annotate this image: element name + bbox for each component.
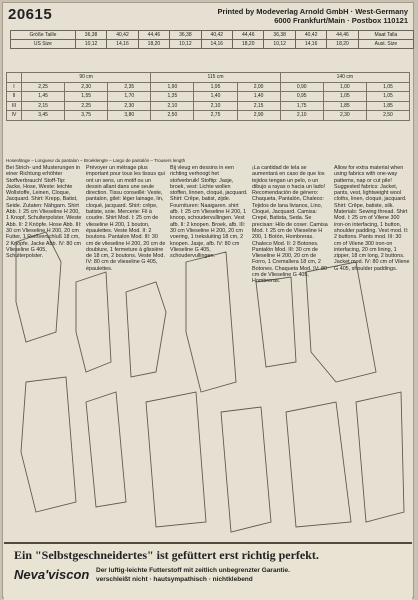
size-cell: 14,16 (295, 40, 326, 49)
fabric-cell: 1,05 (366, 82, 409, 92)
fabric-cell: II (7, 92, 22, 102)
size-cell: Maat Talla (358, 31, 413, 40)
fabric-cell: 1,85 (366, 101, 409, 111)
size-cell: 44,46 (233, 31, 264, 40)
footer-line-2: Der luftig-leichte Futterstoff mit zeitlich unbegrenzter Garantie. (96, 567, 290, 574)
fabric-cell: 1,55 (65, 92, 108, 102)
size-cell: 10,12 (170, 40, 201, 49)
size-cell: 40,42 (107, 31, 138, 40)
fabric-cell: 2,15 (22, 101, 65, 111)
fabric-cell: 2,25 (22, 82, 65, 92)
size-cell: 40,42 (201, 31, 232, 40)
trousers-length-line: Hosenlänge – Longueur du pantalon – Broeklengte – Largo de pantalón – Trousers length (6, 158, 186, 163)
publisher-line-1: Printed by Modeverlag Arnold GmbH · West-Germany (217, 7, 408, 16)
fabric-row (7, 101, 410, 111)
fabric-cell: 2,10 (151, 101, 194, 111)
publisher-line-2: 6000 Frankfurt/Main · Postbox 110121 (274, 16, 408, 25)
fabric-width-cell: 115 cm (151, 73, 280, 83)
size-cell: 18,20 (327, 40, 358, 49)
fabric-cell: 1,05 (323, 92, 366, 102)
fabric-cell: 1,95 (194, 82, 237, 92)
fabric-cell: 2,30 (323, 111, 366, 121)
fabric-cell: 2,15 (237, 101, 280, 111)
fabric-cell: 3,45 (22, 111, 65, 121)
text-column-english: Allow for extra material when using fabrics with one-way patterns, nap or cut pile! Suggested fabrics: Jacket, pants, vest, lightweight wool cloths, linen, cloqué, jacquard. Shirt: Crêpe, batiste, silk. Materials: Sewing thread. Shirt Mod. I: 25 cm of Vilene 300 iron-on interfacing, 1 button, shoulder padding. Vest mod. II: 2 buttons. Pants mod. III: 30 cm of Vilene 300 iron-on interfacing, 20 cm lining, 1 zipper, 18 cm long, 2 buttons. Jacket mod. IV: 80 cm of Vilene G 405, shoulder paddings. (334, 165, 410, 272)
size-cell: Größe Taille (11, 31, 76, 40)
fabric-cell: 1,40 (194, 92, 237, 102)
fabric-width-row (7, 73, 410, 83)
fabric-cell: 2,50 (151, 111, 194, 121)
text-column-dutch: Bij vleug en dessins in een richting verhoogt het stofverbruik! Stoftip: Jasje, broek, vest: Lichte wollen stoffen, linnen, cloqué, jacquard. Shirt: Crêpe, batist, zijde. Fournituren: Naaigaren. shirt afb. I: 25 cm Vlieseline H 200, 1 knoop, schoudervullingen. Vest afb. II: 2 knopen. Broek, afb. III: 30 cm Vlieseline H 200, 20 cm voering, 1 treksluiting 18 cm, 2 knopen. Jasje, afb. IV: 80 cm Vlieseline G 405, schoudervullingen. (170, 165, 248, 260)
fabric-cell: 1,35 (151, 92, 194, 102)
fabric-cell: 2,50 (366, 111, 409, 121)
fabric-cell: 1,45 (22, 92, 65, 102)
fabric-cell: 3,75 (65, 111, 108, 121)
fabric-cell: 1,40 (237, 92, 280, 102)
brand-logo: Neva'viscon (14, 567, 90, 582)
fabric-cell: 1,00 (323, 82, 366, 92)
fabric-cell: 1,90 (151, 82, 194, 92)
fabric-cell: 1,05 (366, 92, 409, 102)
footer-headline: Ein "Selbstgeschneidertes" ist gefüttert erst richtig perfekt. (14, 548, 319, 562)
fabric-cell: 1,75 (280, 101, 323, 111)
fabric-consumption-table (6, 72, 410, 121)
fabric-width-cell: 140 cm (280, 73, 409, 83)
size-cell: 14,16 (201, 40, 232, 49)
fabric-row (7, 82, 410, 92)
size-cell: 18,20 (233, 40, 264, 49)
text-column-german: Bei Strich- und Musterungen in einer Richtung erhöhter Stoffverbrauch! Stoff-Tip: Jacke, Hose, Weste: leichte Wollstoffe, Leinen, Cloque, Jacquard. Shirt: Krepp, Batist, Seide. Zutaten: Nähgarn. Shirt Abb. I: 25 cm Vlieseline H 200, 1 Knopf, Schulterpolster. Weste Abb. II: 2 Knöpfe. Hose Abb. III: 30 cm Vlieseline H 200, 20 cm Futter, 1 Reißverschluß 18 cm, 2 Knöpfe. Jacke Abb. IV: 80 cm Vlieseline G 405, Schulterpolster. (6, 165, 82, 260)
size-row-2 (11, 40, 414, 49)
fabric-cell: IV (7, 111, 22, 121)
size-cell: 10,12 (264, 40, 295, 49)
fabric-cell: 2,10 (194, 101, 237, 111)
size-cell: 44,46 (327, 31, 358, 40)
fabric-cell: 3,80 (108, 111, 151, 121)
footer-line-3: verschleißt nicht · hautsympathisch · nichtklebend (96, 576, 253, 583)
pattern-envelope-back (2, 2, 414, 598)
size-cell: 36,38 (264, 31, 295, 40)
size-cell: Aust. Size (358, 40, 413, 49)
text-column-french: Prévoyer un métrage plus important pour tous les tissus qui ont un sens, un motif ou un dessin allant dans une seule direction. Tissu conseillé: Veste, pantalon, gilet: léger lainage, lin, cloqué, jacquard. Shirt: crêpe, batiste, soie. Mercerie: Fil à coudre. Shirt Mod. I: 25 cm de vlieseline H 200, 1 bouton, épaulettes. Veste Mod. II: 2 boutons. Pantalon Mod. III: 30 cm de vlieseline H 200, 20 cm de doublure, 1 fermeture à glissière de 18 cm, 2 boutons. Veste Mod. IV: 80 cm de vlieseline G 405, épaulettes. (86, 165, 166, 272)
fabric-cell: 2,30 (65, 82, 108, 92)
header (6, 6, 410, 66)
fabric-cell: I (7, 82, 22, 92)
fabric-cell: III (7, 101, 22, 111)
size-row-1 (11, 31, 414, 40)
text-column-spanish: ¡La cantidad de tela se aumentará en caso de que los tejidos tengan un pelo, o un dibujo a rayas o hacia un lado! Recomendación de género: Chaqueta, Pantalón, Chaleco: Tejidos de lana livianos, Lino, Cloqué, Jacquard. Camisa: Crepé, Batista, Seda. Se precisan: Hilo de coser. Camisa Mod. I: 25 cm de Vlieseline H 200, 1 Botón, Hombreras. Chaleco Mod. II: 2 Botones. Pantalón Mod. III: 30 cm de Vlieseline H 200, 20 cm de Forro, 1 Cremallera 18 cm, 2 Botones. Chaqueta Mod. IV: 80 cm de Vlieseline G 405, Hombreras. (252, 165, 328, 285)
size-cell: 18,20 (138, 40, 169, 49)
fabric-width-cell (7, 73, 22, 83)
fabric-cell: 1,70 (108, 92, 151, 102)
size-cell: US Size (11, 40, 76, 49)
fabric-cell: 2,35 (108, 82, 151, 92)
fabric-cell: 1,85 (323, 101, 366, 111)
fabric-cell: 0,95 (280, 92, 323, 102)
fabric-cell: 2,10 (280, 111, 323, 121)
fabric-cell: 0,90 (280, 82, 323, 92)
fabric-width-cell: 90 cm (22, 73, 151, 83)
fabric-cell: 2,25 (65, 101, 108, 111)
size-table (10, 30, 414, 49)
size-cell: 36,38 (170, 31, 201, 40)
size-cell: 44,46 (138, 31, 169, 40)
fabric-cell: 2,90 (237, 111, 280, 121)
fabric-row (7, 92, 410, 102)
size-cell: 14,16 (107, 40, 138, 49)
size-cell: 36,38 (75, 31, 106, 40)
advertisement-footer (4, 542, 412, 600)
pattern-number: 20615 (8, 6, 53, 23)
fabric-cell: 2,00 (237, 82, 280, 92)
size-cell: 40,42 (295, 31, 326, 40)
fabric-row (7, 111, 410, 121)
size-cell: 10,12 (75, 40, 106, 49)
fabric-cell: 2,30 (108, 101, 151, 111)
fabric-cell: 2,75 (194, 111, 237, 121)
